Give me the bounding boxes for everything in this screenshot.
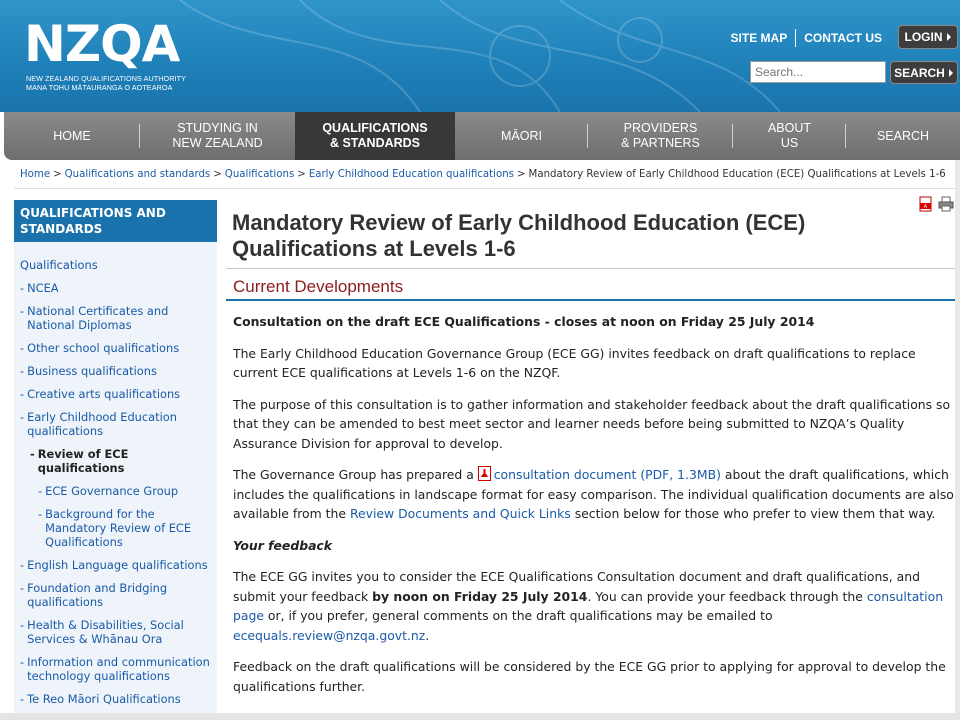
sidebar-dash: - [20, 692, 25, 706]
sidebar-item-label: Review of ECE qualifications [37, 447, 129, 475]
sidebar-item-label: National Certificates and National Diplomas [27, 304, 169, 332]
sidebar-item-business[interactable] [14, 364, 217, 378]
sidebar-item-qualifications[interactable] [14, 258, 217, 272]
nav-providers-partners[interactable] [588, 112, 733, 160]
nav-qualifications-label [322, 121, 427, 151]
section-title: Current Developments [233, 277, 404, 296]
site-map-link[interactable]: SITE MAP [730, 31, 788, 45]
logo-text: NZQA [24, 15, 180, 73]
sidebar-dash: - [20, 281, 25, 295]
search-button[interactable] [890, 61, 958, 84]
sidebar-dash: - [20, 304, 25, 318]
nav-maori-label: MĀORI [501, 128, 542, 143]
nav-home-label: HOME [53, 128, 91, 143]
nav-about-line2: US [780, 136, 799, 150]
nav-studying-in-nz[interactable] [140, 112, 295, 160]
window-edge-bottom [0, 713, 960, 720]
consultation-document-link[interactable]: consultation document (PDF, 1.3MB) [493, 467, 721, 482]
nav-about-label [768, 121, 811, 151]
breadcrumb-separator: > [53, 169, 62, 180]
paragraph-governance [233, 465, 955, 524]
sidebar-dash: - [20, 410, 25, 424]
deadline-text: by noon on Friday 25 July 2014 [372, 588, 588, 604]
breadcrumb [20, 169, 946, 180]
paragraph-purpose: The purpose of this consultation is to gather information and stakeholder feedback about the draft qualifications so that they can be amended to best meet sector and learner needs before being submitted to NZQA’s Quality Assurance Division for approval to develop. [233, 396, 951, 451]
nav-providers-label [621, 121, 700, 151]
feedback-heading: Your feedback [233, 537, 333, 553]
top-links [731, 29, 882, 47]
sidebar-item-creative-arts[interactable] [14, 387, 217, 401]
sidebar-item-label: Early Childhood Education qualifications [27, 410, 177, 438]
nav-about-us[interactable] [733, 112, 846, 160]
nav-qualifications-line1: QUALIFICATIONS [322, 121, 428, 135]
sidebar-item-national-certificates[interactable] [14, 304, 217, 332]
sidebar-item-english-language[interactable] [14, 558, 217, 572]
section-rule [226, 299, 960, 301]
paragraph-intro: The Early Childhood Education Governance Group (ECE GG) invites feedback on draft qualifications to replace current ECE qualifications at Levels 1-6 on the NZQF. [233, 345, 916, 380]
sidebar-dash: - [38, 507, 43, 521]
chevron-right-icon [948, 69, 954, 77]
review-documents-link[interactable]: Review Documents and Quick Links [349, 506, 571, 521]
breadcrumb-home[interactable]: Home [20, 169, 51, 180]
sidebar-dash: - [38, 484, 43, 498]
breadcrumb-ece-qualifications[interactable]: Early Childhood Education qualifications [308, 169, 514, 180]
nav-providers-line2: & PARTNERS [621, 136, 700, 150]
sidebar-item-label: Business qualifications [27, 364, 157, 378]
breadcrumb-separator: > [213, 169, 222, 180]
sidebar-item-ict[interactable] [14, 655, 217, 683]
sidebar-dash: - [20, 364, 25, 378]
sidebar-item-ncea[interactable] [14, 281, 217, 295]
breadcrumb-current: Mandatory Review of Early Childhood Education (ECE) Qualifications at Levels 1-6 [528, 169, 946, 180]
sidebar-dash: - [20, 618, 25, 632]
sidebar-dash: - [20, 341, 25, 355]
sidebar-item-label: NCEA [27, 281, 59, 295]
breadcrumb-qualifications-standards[interactable]: Qualifications and standards [64, 169, 211, 180]
article-body [233, 312, 955, 708]
sidebar-item-foundation-bridging[interactable] [14, 581, 217, 609]
nav-qualifications-standards[interactable] [295, 112, 455, 160]
sidebar-item-label: Foundation and Bridging qualifications [27, 581, 168, 609]
sidebar-dash: - [20, 558, 25, 572]
paragraph-text: or, if you prefer, general comments on the draft qualifications may be emailed to [267, 608, 773, 623]
main-content [232, 200, 960, 262]
email-link[interactable]: ecequals.review@nzqa.govt.nz [233, 627, 426, 643]
main-navigation [4, 112, 960, 160]
nav-providers-line1: PROVIDERS [623, 121, 698, 135]
sidebar-item-te-reo-maori[interactable] [14, 692, 217, 706]
paragraph-text: . You can provide your feedback through the [587, 588, 863, 604]
sidebar-item-health-disabilities[interactable] [14, 618, 217, 646]
contact-us-link[interactable]: CONTACT US [804, 31, 882, 45]
sidebar-heading: QUALIFICATIONS AND STANDARDS [14, 200, 217, 242]
sidebar-item-label: Background for the Mandatory Review of ECE Qualifications [45, 507, 192, 549]
breadcrumb-separator: > [297, 169, 306, 180]
svg-text:A: A [923, 204, 928, 210]
consultation-heading: Consultation on the draft ECE Qualifications - closes at noon on Friday 25 July 2014 [233, 314, 815, 329]
sidebar-dash: - [20, 581, 25, 595]
breadcrumb-separator: > [516, 169, 526, 180]
logo-subtitle-english: NEW ZEALAND QUALIFICATIONS AUTHORITY [26, 74, 187, 83]
sidebar-item-ece[interactable] [14, 410, 217, 438]
paragraph-text: The Governance Group has prepared a [233, 467, 474, 482]
logo-subtitle-maori: MANA TOHU MĀTAURANGA O AOTEAROA [26, 83, 173, 92]
paragraph-text: The ECE GG invites you to consider the ECE Qualifications Consultation document and draft qualifications, and submit your feedback [233, 569, 920, 604]
paragraph-feedback [233, 567, 955, 645]
sidebar-item-background-review[interactable] [14, 507, 217, 549]
nav-qualifications-line2: & STANDARDS [329, 136, 421, 150]
paragraph-text: section below for those who prefer to view them that way. [574, 506, 936, 521]
page-title: Mandatory Review of Early Childhood Education (ECE) Qualifications at Levels 1-6 [232, 210, 806, 261]
nav-studying-line2: NEW ZEALAND [172, 136, 263, 150]
sidebar-item-label: ECE Governance Group [45, 484, 179, 498]
chevron-right-icon [946, 33, 952, 41]
sidebar-item-label: Te Reo Māori Qualifications [27, 692, 181, 706]
breadcrumb-rule [14, 188, 960, 189]
breadcrumb-qualifications[interactable]: Qualifications [224, 169, 295, 180]
sidebar-dash: - [20, 387, 25, 401]
login-label: LOGIN [904, 30, 943, 44]
nav-about-line1: ABOUT [767, 121, 812, 135]
nav-maori[interactable] [455, 112, 588, 160]
sidebar-item-label: Other school qualifications [27, 341, 180, 355]
paragraph-consideration: Feedback on the draft qualifications will be considered by the ECE GG prior to applying for approval to develop the qualifications further. [233, 659, 946, 694]
nav-search-label: SEARCH [876, 128, 930, 143]
title-rule [226, 268, 960, 269]
pdf-icon [478, 466, 491, 481]
sidebar-dash: - [30, 447, 35, 461]
sidebar-item-label: Qualifications [20, 258, 98, 272]
nav-studying-label [172, 121, 262, 151]
nzqa-logo[interactable] [24, 15, 194, 96]
paragraph-text: . [425, 627, 430, 643]
paragraph-text: about the draft qualifications, which includes the qualifications in landscape format for easy comparison. The individual qualification documents are also available from the [233, 467, 954, 521]
sidebar-item-review-ece[interactable] [14, 447, 217, 475]
sidebar-item-ece-governance[interactable] [14, 484, 217, 498]
window-edge-right [955, 160, 960, 720]
sidebar-item-label: Creative arts qualifications [27, 387, 181, 401]
search-button-label: SEARCH [894, 65, 945, 80]
sidebar-item-label: Health & Disabilities, Social Services & Whānau Ora [27, 618, 184, 646]
sidebar-item-label: English Language qualifications [27, 558, 208, 572]
top-links-divider [795, 29, 796, 47]
sidebar-item-label: Information and communication technology qualifications [27, 655, 210, 683]
login-button[interactable] [898, 25, 958, 49]
sidebar-item-other-school[interactable] [14, 341, 217, 355]
search-input[interactable] [750, 61, 886, 83]
sidebar-dash: - [20, 655, 25, 669]
consultation-page-link[interactable]: consultation page [233, 588, 944, 623]
nav-home[interactable] [4, 112, 140, 160]
nav-studying-line1: STUDYING IN [177, 121, 258, 135]
sidebar [14, 200, 217, 720]
sidebar-menu [14, 242, 217, 706]
site-header [0, 0, 960, 112]
nav-search[interactable] [846, 112, 960, 160]
